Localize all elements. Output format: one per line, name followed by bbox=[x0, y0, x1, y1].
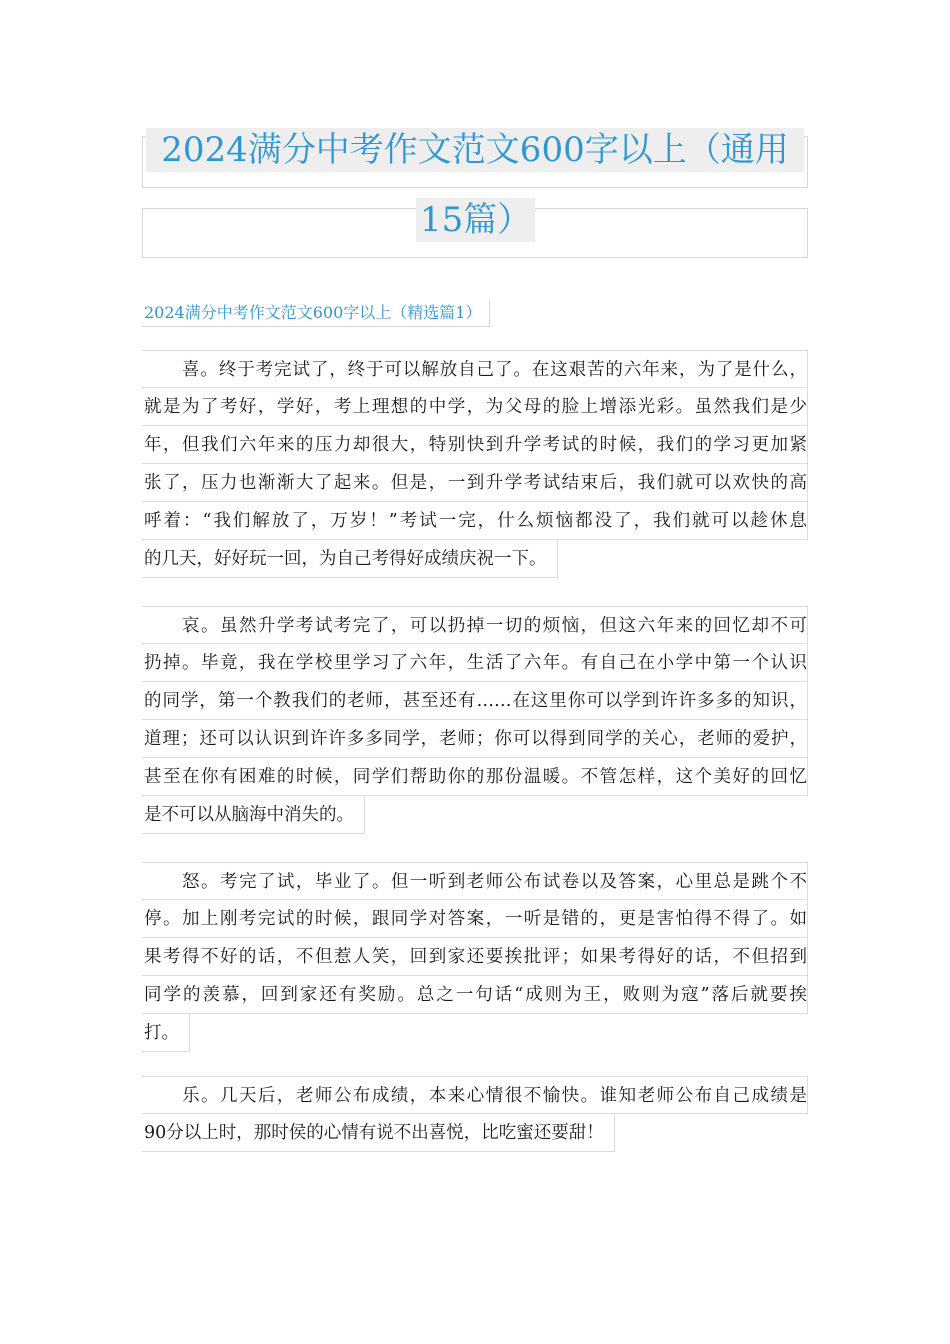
paragraph-line: 甚至在你有困难的时候，同学们帮助你的那份温暖。不管怎样，这个美好的回忆 bbox=[142, 758, 808, 796]
paragraph-2 bbox=[142, 606, 808, 834]
paragraph-line: 道理；还可以认识到许许多多同学，老师；你可以得到同学的关心，老师的爱护， bbox=[142, 720, 808, 758]
paragraph-line: 打。 bbox=[142, 1014, 190, 1052]
paragraph-line: 呼着：“我们解放了，万岁！”考试一完，什么烦恼都没了，我们就可以趁休息 bbox=[142, 502, 808, 540]
paragraph-line: 同学的羡慕，回到家还有奖励。总之一句话“成则为王，败则为寇”落后就要挨 bbox=[142, 976, 808, 1014]
paragraph-line: 哀。虽然升学考试考完了，可以扔掉一切的烦恼，但这六年来的回忆却不可 bbox=[142, 606, 808, 644]
paragraph-line: 就是为了考好，学好，考上理想的中学，为父母的脸上增添光彩。虽然我们是少 bbox=[142, 388, 808, 426]
paragraph-3 bbox=[142, 862, 808, 1052]
document-title-line1: 2024满分中考作文范文600字以上（通用 bbox=[146, 128, 804, 172]
paragraph-line: 扔掉。毕竟，我在学校里学习了六年，生活了六年。有自己在小学中第一个认识 bbox=[142, 644, 808, 682]
paragraph-line: 喜。终于考完试了，终于可以解放自己了。在这艰苦的六年来，为了是什么， bbox=[142, 350, 808, 388]
paragraph-line: 的同学，第一个教我们的老师，甚至还有……在这里你可以学到许许多多的知识， bbox=[142, 682, 808, 720]
paragraph-line: 年，但我们六年来的压力却很大，特别快到升学考试的时候，我们的学习更加紧 bbox=[142, 426, 808, 464]
paragraph-line: 90分以上时，那时侯的心情有说不出喜悦，比吃蜜还要甜！ bbox=[142, 1114, 615, 1152]
paragraph-line: 乐。几天后，老师公布成绩，本来心情很不愉快。谁知老师公布自己成绩是 bbox=[142, 1076, 808, 1114]
paragraph-4 bbox=[142, 1076, 808, 1152]
paragraph-1 bbox=[142, 350, 808, 578]
section-heading[interactable]: 2024满分中考作文范文600字以上（精选篇1） bbox=[142, 300, 490, 327]
paragraph-line: 停。加上刚考完试的时候，跟同学对答案，一听是错的，更是害怕得不得了。如 bbox=[142, 900, 808, 938]
paragraph-line: 的几天，好好玩一回，为自己考得好成绩庆祝一下。 bbox=[142, 540, 558, 578]
document-title-line2: 15篇） bbox=[416, 198, 535, 242]
paragraph-line: 是不可以从脑海中消失的。 bbox=[142, 796, 365, 834]
paragraph-line: 怒。考完了试，毕业了。但一听到老师公布试卷以及答案，心里总是跳个不 bbox=[142, 862, 808, 900]
paragraph-line: 果考得不好的话，不但惹人笑，回到家还要挨批评；如果考得好的话，不但招到 bbox=[142, 938, 808, 976]
paragraph-line: 张了，压力也渐渐大了起来。但是，一到升学考试结束后，我们就可以欢快的高 bbox=[142, 464, 808, 502]
